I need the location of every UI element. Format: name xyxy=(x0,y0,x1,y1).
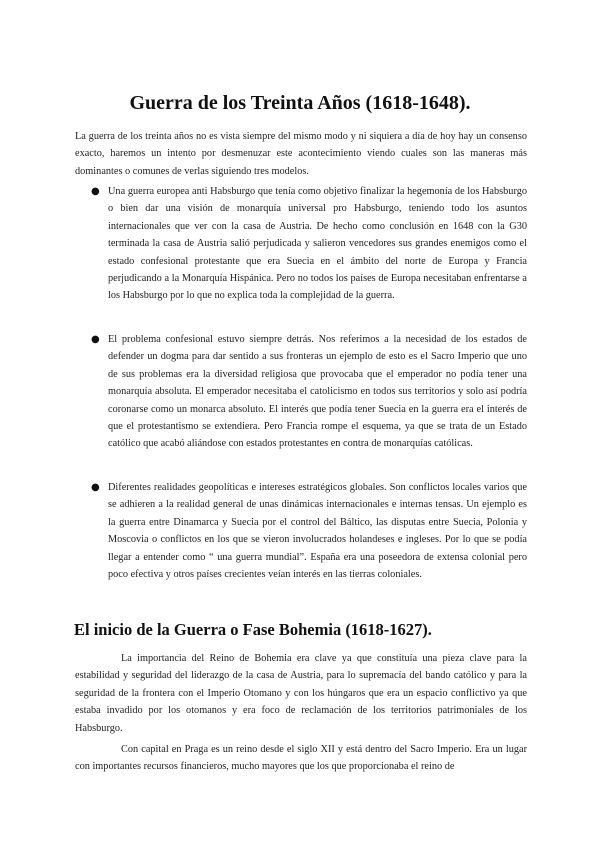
bullet-text: Una guerra europea anti Habsburgo que tenía como objetivo finalizar la hegemonía de los Habsburgo o bien dar una visión de monarquía universal pro Habsburgo, teniendo todo los asuntos internacionales que ver con la casa de Austria. De hecho como conclusión en 1648 con la G30 terminada la casa de Austria salió perjudicada y salieron vencedores sus grandes enemigos como el estado confesional protestante que era Suecia en el ámbito del norte de Europa y Francia perjudicando a la Monarquía Hispánica. Pero no todos los países de Europa necesitaban enfrentarse a los Habsburgo por lo que no explica toda la complejidad de la guerra. xyxy=(108,186,527,302)
bullet-dot-icon: ● xyxy=(91,186,100,197)
bullet-dot-icon: ● xyxy=(91,482,100,493)
bullet-text: Diferentes realidades geopolíticas e intereses estratégicos globales. Son conflictos locales varios que se adhieren a la realidad general de unas dinámicas internacionales e internas tensas. Un ejemplo es la guerra entre Dinamarca y Suecia por el control del Báltico, las disputas entre Suecia, Polonia y Moscovia o conflictos en los que se vieron involucrados holandeses e ingleses. Por lo que se podía llegar a entender como “ una guerra mundial”. España era una poseedora de extensa colonial pero poco efectiva y otros países crecientes veían interés en las tierras coloniales. xyxy=(108,482,527,581)
page-title: Guerra de los Treinta Años (1618-1648). xyxy=(129,92,471,114)
intro-paragraph: La guerra de los treinta años no es vista siempre del mismo modo y ni siquiera a día de hoy hay un consenso exacto, haremos un intento por desmenuzar este acontecimiento viendo cuales son las maneras más dominantes o comunes de verlas siguiendo tres modelos. xyxy=(75,131,527,177)
bullet-text: El problema confesional estuvo siempre detrás. Nos referimos a la necesidad de los estados de defender un dogma para dar sentido a sus fronteras un ejemplo de esto es el Sacro Imperio que uno de sus problemas era la diversidad religiosa que provocaba que el emperador no podía tener una monarquía absoluta. El emperador necesitaba el catolicismo en todos sus territorios y solo así podría coronarse como un monarca absoluto. El interés que podía tener Suecia en la guerra era el interés de que el protestantismo se extendiera. Pero Francia rompe el esquema, ya que se trata de un Estado católico que acabó aliándose con estados protestantes en contra de monarquías católicas. xyxy=(108,334,527,450)
section-heading: El inicio de la Guerra o Fase Bohemia (1618-1627). xyxy=(74,620,432,639)
bullet-dot-icon: ● xyxy=(91,334,100,345)
section-paragraph: Con capital en Praga es un reino desde el siglo XII y está dentro del Sacro Imperio. Era un lugar con importantes recursos financieros, mucho mayores que los que proporcionaba el reino de xyxy=(75,744,527,773)
section-paragraph: La importancia del Reino de Bohemia era clave ya que constituía una pieza clave para la estabilidad y seguridad del liderazgo de la casa de Austria, para lo supremacía del bando católico y para la seguridad de la frontera con el Imperio Otomano y con los húngaros que era un espacio conflictivo ya que estaba invadido por los otomanos y era foco de reclamación de los territorios patrimoniales de los Habsburgo. xyxy=(75,653,527,734)
